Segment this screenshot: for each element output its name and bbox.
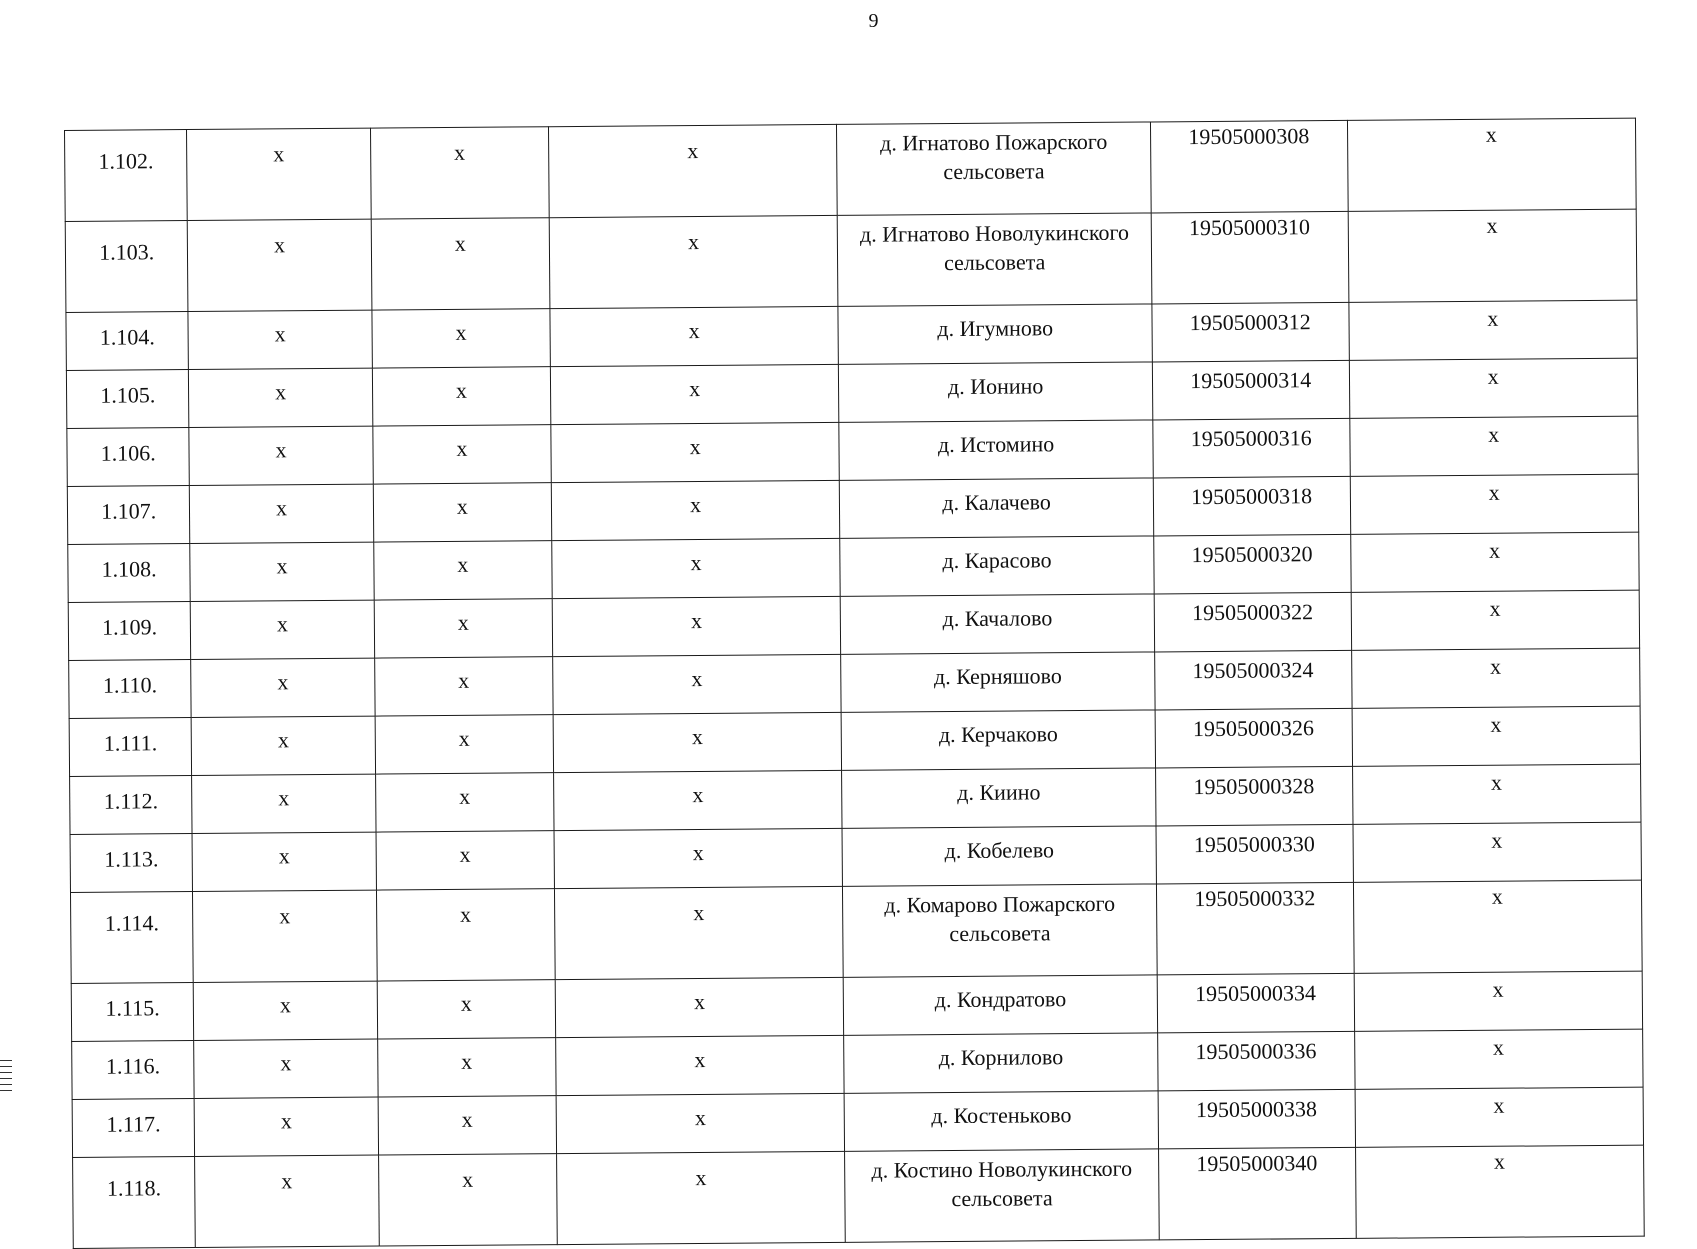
column-2-cell: х xyxy=(188,310,372,369)
column-3-cell: х xyxy=(376,831,555,890)
column-4-cell: х xyxy=(549,215,838,308)
settlement-name-cell: д. Кобелево xyxy=(842,826,1156,886)
column-7-cell: х xyxy=(1355,1087,1644,1147)
settlements-table-container xyxy=(64,118,1645,1249)
column-3-cell: х xyxy=(374,541,553,600)
oktmo-code-cell: 19505000332 xyxy=(1156,882,1353,975)
table-row xyxy=(65,209,1637,312)
oktmo-code-cell: 19505000310 xyxy=(1151,211,1348,304)
oktmo-code-cell: 19505000314 xyxy=(1152,360,1349,420)
column-3-cell: х xyxy=(370,127,549,219)
column-7-cell: х xyxy=(1348,209,1637,302)
column-7-cell: х xyxy=(1352,706,1641,766)
oktmo-code-cell: 19505000328 xyxy=(1155,766,1352,826)
column-7-cell: х xyxy=(1352,764,1641,824)
column-4-cell: х xyxy=(551,422,840,482)
row-number-cell: 1.104. xyxy=(66,312,189,371)
row-number-cell: 1.106. xyxy=(67,428,190,487)
column-4-cell: х xyxy=(554,828,843,888)
column-7-cell: х xyxy=(1351,590,1640,650)
settlement-name-cell: д. Киино xyxy=(842,768,1156,828)
column-2-cell: х xyxy=(192,832,376,891)
column-2-cell: х xyxy=(192,774,376,833)
column-3-cell: х xyxy=(378,1096,557,1155)
settlement-name-cell: д. Калачево xyxy=(840,478,1154,538)
column-4-cell: х xyxy=(550,364,839,424)
column-3-cell: х xyxy=(372,309,551,368)
margin-marks xyxy=(0,1060,12,1096)
column-7-cell: х xyxy=(1349,358,1638,418)
column-4-cell: х xyxy=(548,124,837,217)
column-2-cell: х xyxy=(191,716,375,775)
column-4-cell: х xyxy=(553,712,842,772)
table-row xyxy=(70,880,1642,983)
row-number-cell: 1.117. xyxy=(72,1099,195,1158)
row-number-cell: 1.107. xyxy=(67,486,190,545)
oktmo-code-cell: 19505000336 xyxy=(1158,1031,1355,1091)
settlement-name-cell: д. Карасово xyxy=(840,536,1154,596)
column-7-cell: х xyxy=(1347,118,1636,211)
row-number-cell: 1.114. xyxy=(70,892,193,984)
row-number-cell: 1.112. xyxy=(70,776,193,835)
settlement-name-cell: д. Игнатово Пожарского сельсовета xyxy=(837,122,1151,215)
column-2-cell: х xyxy=(190,542,374,601)
column-4-cell: х xyxy=(551,480,840,540)
row-number-cell: 1.102. xyxy=(65,130,188,222)
column-7-cell: х xyxy=(1351,648,1640,708)
settlements-table xyxy=(64,118,1645,1249)
column-3-cell: х xyxy=(374,599,553,658)
row-number-cell: 1.115. xyxy=(71,983,194,1042)
column-4-cell: х xyxy=(556,1035,845,1095)
row-number-cell: 1.116. xyxy=(72,1041,195,1100)
oktmo-code-cell: 19505000308 xyxy=(1150,120,1347,213)
oktmo-code-cell: 19505000316 xyxy=(1153,418,1350,478)
column-4-cell: х xyxy=(554,770,843,830)
column-7-cell: х xyxy=(1349,416,1638,476)
row-number-cell: 1.118. xyxy=(73,1157,196,1249)
row-number-cell: 1.111. xyxy=(69,718,192,777)
column-4-cell: х xyxy=(553,654,842,714)
column-3-cell: х xyxy=(375,657,554,716)
column-3-cell: х xyxy=(372,367,551,426)
column-2-cell: х xyxy=(194,981,378,1040)
settlement-name-cell: д. Игумново xyxy=(838,304,1152,364)
settlement-name-cell: д. Ионино xyxy=(839,362,1153,422)
column-2-cell: х xyxy=(190,484,374,543)
settlement-name-cell: д. Керняшово xyxy=(841,652,1155,712)
oktmo-code-cell: 19505000322 xyxy=(1154,592,1351,652)
page-number: 9 xyxy=(868,10,879,32)
row-number-cell: 1.105. xyxy=(66,370,189,429)
column-7-cell: х xyxy=(1353,822,1642,882)
column-7-cell: х xyxy=(1348,300,1637,360)
column-7-cell: х xyxy=(1354,1029,1643,1089)
settlement-name-cell: д. Костеньково xyxy=(844,1091,1158,1151)
oktmo-code-cell: 19505000324 xyxy=(1155,650,1352,710)
settlement-name-cell: д. Игнатово Новолукинского сельсовета xyxy=(838,213,1152,306)
oktmo-code-cell: 19505000330 xyxy=(1156,824,1353,884)
column-4-cell: х xyxy=(552,538,841,598)
row-number-cell: 1.109. xyxy=(68,602,191,661)
oktmo-code-cell: 19505000338 xyxy=(1158,1089,1355,1149)
column-2-cell: х xyxy=(191,600,375,659)
column-3-cell: х xyxy=(373,425,552,484)
row-number-cell: 1.108. xyxy=(68,544,191,603)
table-row xyxy=(65,118,1637,221)
oktmo-code-cell: 19505000340 xyxy=(1158,1147,1355,1240)
column-3-cell: х xyxy=(371,218,550,310)
column-7-cell: х xyxy=(1350,532,1639,592)
column-3-cell: х xyxy=(378,1154,557,1246)
settlement-name-cell: д. Костино Новолукинского сельсовета xyxy=(845,1149,1159,1242)
column-4-cell: х xyxy=(552,596,841,656)
column-3-cell: х xyxy=(375,715,554,774)
column-4-cell: х xyxy=(550,306,839,366)
row-number-cell: 1.103. xyxy=(65,221,188,313)
column-2-cell: х xyxy=(194,1097,378,1156)
settlement-name-cell: д. Комарово Пожарского сельсовета xyxy=(843,884,1157,977)
oktmo-code-cell: 19505000312 xyxy=(1152,302,1349,362)
column-7-cell: х xyxy=(1355,1145,1644,1238)
column-3-cell: х xyxy=(373,483,552,542)
oktmo-code-cell: 19505000326 xyxy=(1155,708,1352,768)
column-4-cell: х xyxy=(556,1093,845,1153)
table-row xyxy=(73,1145,1645,1248)
row-number-cell: 1.113. xyxy=(70,834,193,893)
column-2-cell: х xyxy=(195,1155,379,1247)
settlement-name-cell: д. Керчаково xyxy=(841,710,1155,770)
settlement-name-cell: д. Корнилово xyxy=(844,1033,1158,1093)
column-2-cell: х xyxy=(189,426,373,485)
column-7-cell: х xyxy=(1354,971,1643,1031)
oktmo-code-cell: 19505000318 xyxy=(1153,476,1350,536)
column-4-cell: х xyxy=(556,1151,845,1244)
column-2-cell: х xyxy=(194,1039,378,1098)
oktmo-code-cell: 19505000320 xyxy=(1154,534,1351,594)
column-3-cell: х xyxy=(378,1038,557,1097)
column-3-cell: х xyxy=(375,773,554,832)
column-4-cell: х xyxy=(554,886,843,979)
column-2-cell: х xyxy=(193,890,377,982)
settlement-name-cell: д. Истомино xyxy=(839,420,1153,480)
column-3-cell: х xyxy=(376,889,555,981)
column-7-cell: х xyxy=(1353,880,1642,973)
column-2-cell: х xyxy=(187,128,371,220)
column-7-cell: х xyxy=(1350,474,1639,534)
settlement-name-cell: д. Качалово xyxy=(841,594,1155,654)
table-body xyxy=(65,118,1645,1248)
column-3-cell: х xyxy=(377,980,556,1039)
row-number-cell: 1.110. xyxy=(69,660,192,719)
column-2-cell: х xyxy=(191,658,375,717)
settlement-name-cell: д. Кондратово xyxy=(844,975,1158,1035)
column-2-cell: х xyxy=(189,368,373,427)
column-2-cell: х xyxy=(188,219,372,311)
oktmo-code-cell: 19505000334 xyxy=(1157,973,1354,1033)
column-4-cell: х xyxy=(555,977,844,1037)
